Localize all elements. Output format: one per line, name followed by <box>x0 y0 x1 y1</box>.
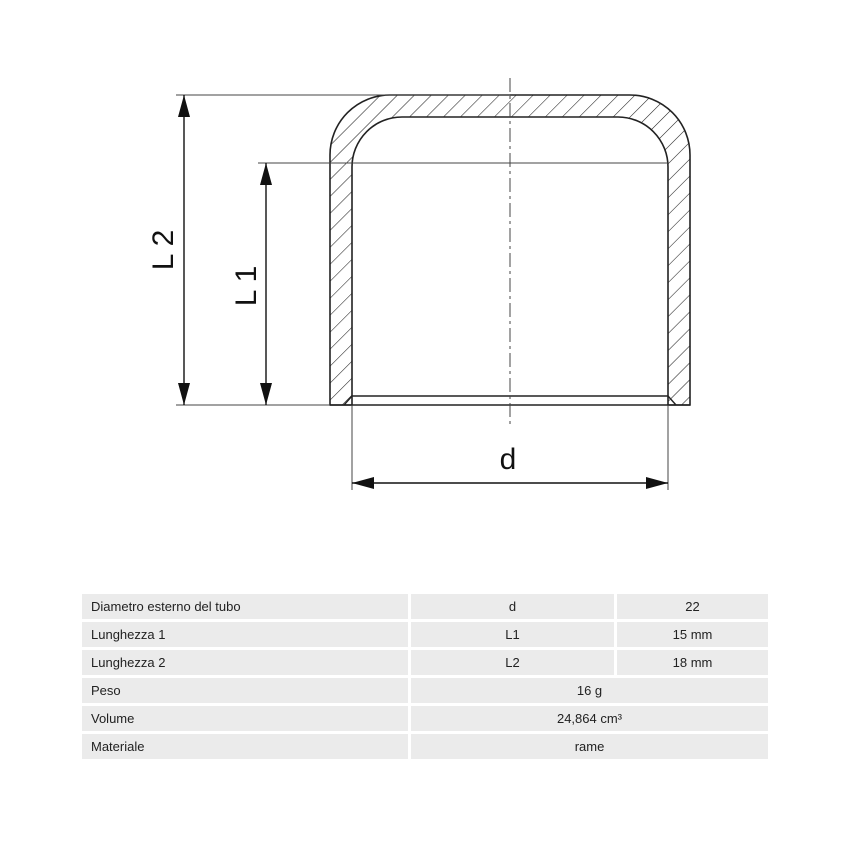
row-label: Diametro esterno del tubo <box>82 594 411 619</box>
row-label: Peso <box>82 678 411 703</box>
table-row <box>82 594 768 619</box>
dimension-d <box>352 443 668 489</box>
row-value: 18 mm <box>617 650 768 675</box>
table-row <box>82 650 768 675</box>
table-row <box>82 678 768 703</box>
specification-table <box>82 591 768 762</box>
row-label: Materiale <box>82 734 411 759</box>
label-l2: L 2 <box>147 229 180 271</box>
row-value: 15 mm <box>617 622 768 647</box>
label-d: d <box>499 443 517 476</box>
dimension-l1 <box>230 163 272 405</box>
row-label: Lunghezza 2 <box>82 650 411 675</box>
row-value: 22 <box>617 594 768 619</box>
row-label: Volume <box>82 706 411 731</box>
row-value: 16 g <box>411 678 768 703</box>
table-row <box>82 622 768 647</box>
row-label: Lunghezza 1 <box>82 622 411 647</box>
row-symbol: d <box>411 594 617 619</box>
row-value: 24,864 cm³ <box>411 706 768 731</box>
label-l1: L 1 <box>230 265 263 307</box>
table-row <box>82 706 768 731</box>
row-symbol: L1 <box>411 622 617 647</box>
row-symbol: L2 <box>411 650 617 675</box>
dimension-l2 <box>147 95 190 405</box>
row-value: rame <box>411 734 768 759</box>
table-row <box>82 734 768 759</box>
